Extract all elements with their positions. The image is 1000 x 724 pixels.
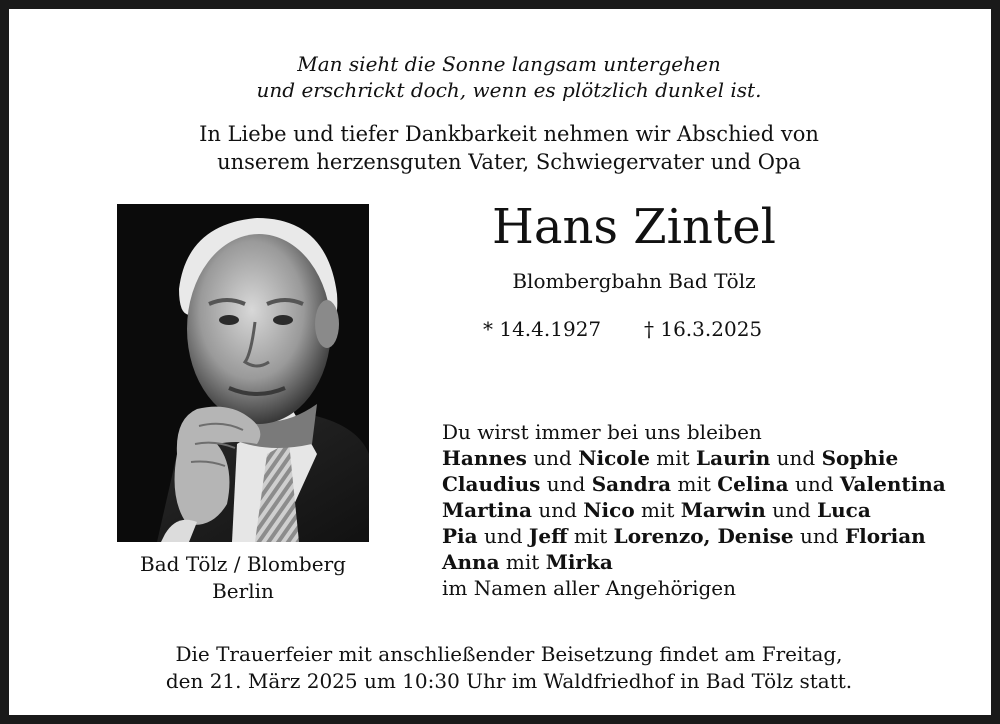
family-connector: und — [793, 524, 845, 548]
family-member-name: Lorenzo, Denise — [613, 524, 794, 548]
deceased-name: Hans Zintel — [492, 199, 776, 255]
family-member-name: Martina — [442, 498, 532, 522]
motto-line-1: Man sieht die Sonne langsam untergehen — [297, 52, 721, 76]
service-line-1: Die Trauerfeier mit anschließender Beisetzung findet am Freitag, — [175, 642, 843, 666]
family-members — [442, 445, 946, 575]
intro-line-1: In Liebe und tiefer Dankbarkeit nehmen wir Abschied von — [199, 122, 819, 146]
family-member-name: Jeff — [528, 524, 568, 548]
birth-date: * 14.4.1927 — [483, 317, 602, 341]
portrait-illustration — [117, 204, 369, 542]
family-connector: mit — [567, 524, 614, 548]
family-connector: und — [540, 472, 592, 496]
family-member-name: Sandra — [591, 472, 672, 496]
family-connector: und — [477, 524, 529, 548]
family-member-name: Marwin — [680, 498, 766, 522]
family-member-name: Claudius — [442, 472, 541, 496]
family-member-name: Laurin — [696, 446, 771, 470]
family-connector: mit — [671, 472, 718, 496]
family-connector: mit — [634, 498, 681, 522]
family-member-name: Valentina — [839, 472, 946, 496]
family-row — [442, 471, 946, 497]
family-member-name: Sophie — [821, 446, 899, 470]
family-connector: und — [788, 472, 840, 496]
family-connector: mit — [649, 446, 697, 470]
death-date: † 16.3.2025 — [644, 317, 763, 341]
family-member-name: Mirka — [545, 550, 613, 574]
family-member-name: Celina — [717, 472, 789, 496]
service-line-2: den 21. März 2025 um 10:30 Uhr im Waldfriedhof in Bad Tölz statt. — [165, 669, 853, 693]
family-closing: im Namen aller Angehörigen — [442, 576, 737, 600]
family-row — [442, 445, 946, 471]
family-row — [442, 497, 946, 523]
company-name: Blombergbahn Bad Tölz — [512, 269, 756, 293]
place-line-2: Berlin — [212, 579, 274, 603]
portrait-photo — [117, 204, 369, 542]
family-member-name: Luca — [817, 498, 871, 522]
family-member-name: Nicole — [578, 446, 650, 470]
place-line-1: Bad Tölz / Blomberg — [140, 552, 346, 576]
family-member-name: Hannes — [442, 446, 527, 470]
family-connector: und — [526, 446, 579, 470]
family-member-name: Nico — [583, 498, 635, 522]
intro-line-2: unserem herzensguten Vater, Schwiegervater und Opa — [217, 150, 801, 174]
family-connector: mit — [499, 550, 546, 574]
family-member-name: Anna — [442, 550, 500, 574]
family-row — [442, 549, 946, 575]
family-member-name: Florian — [844, 524, 926, 548]
family-opening: Du wirst immer bei uns bleiben — [442, 420, 762, 444]
family-row — [442, 523, 946, 549]
family-connector: und — [770, 446, 822, 470]
family-block — [442, 419, 946, 601]
motto-line-2: und erschrickt doch, wenn es plötzlich dunkel ist. — [256, 78, 762, 102]
family-connector: und — [531, 498, 584, 522]
family-member-name: Pia — [442, 524, 478, 548]
family-connector: und — [765, 498, 818, 522]
